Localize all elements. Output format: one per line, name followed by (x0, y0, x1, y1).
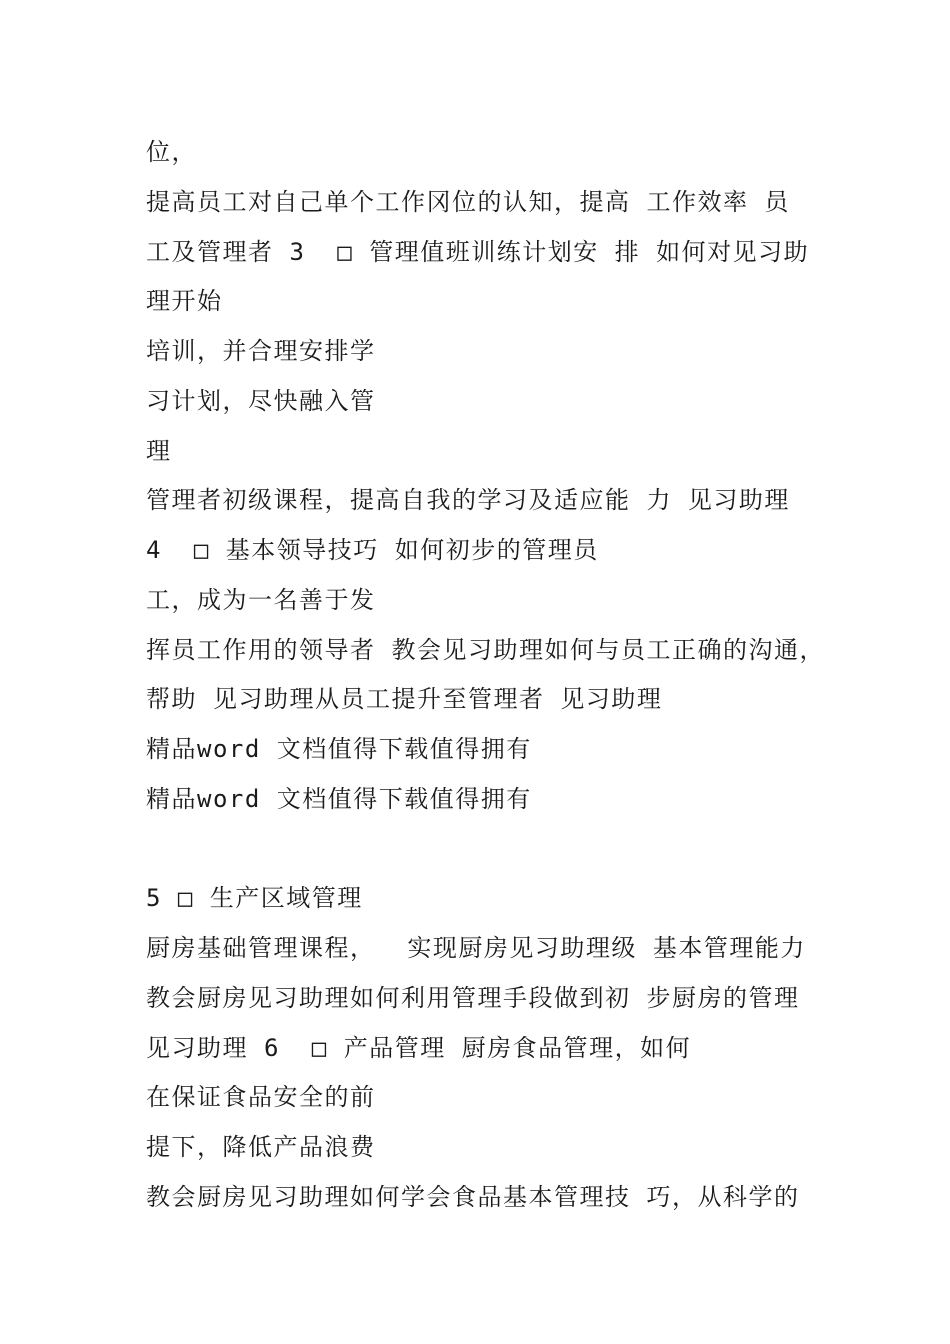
text-line: 提下，降低产品浪费 (146, 1133, 376, 1161)
text-line: 5 □ 生产区域管理 (146, 884, 363, 912)
text-line: 提高员工对自己单个工作冈位的认知，提高 工作效率 员 (146, 188, 790, 216)
text-line: 教会厨房见习助理如何学会食品基本管理技 巧，从科学的 (146, 1183, 800, 1211)
text-line: 帮助 见习助理从员工提升至管理者 见习助理 (146, 685, 663, 713)
text-line: 习计划，尽快融入管 (146, 387, 376, 415)
text-line: 位， (146, 138, 197, 166)
text-line: 精品word 文档值得下载值得拥有 (146, 735, 532, 763)
text-line: 理开始 (146, 287, 223, 315)
text-line: 管理者初级课程，提高自我的学习及适应能 力 见习助理 (146, 486, 790, 514)
text-line: 4 □ 基本领导技巧 如何初步的管理员 (146, 536, 599, 564)
text-line: 教会厨房见习助理如何利用管理手段做到初 步厨房的管理 (146, 984, 800, 1012)
text-line: 见习助理 6 □ 产品管理 厨房食品管理，如何 (146, 1034, 692, 1062)
text-line: 工，成为一名善于发 (146, 586, 376, 614)
text-line: 精品word 文档值得下载值得拥有 (146, 785, 532, 813)
text-line: 理 (146, 437, 172, 465)
text-line: 培训，并合理安排学 (146, 337, 376, 365)
text-line: 工及管理者 3 □ 管理值班训练计划安 排 如何对见习助 (146, 238, 810, 266)
text-line: 厨房基础管理课程， 实现厨房见习助理级 基本管理能力 (146, 934, 806, 962)
text-line: 在保证食品安全的前 (146, 1083, 376, 1111)
text-line: 挥员工作用的领导者 教会见习助理如何与员工正确的沟通， (146, 636, 825, 664)
